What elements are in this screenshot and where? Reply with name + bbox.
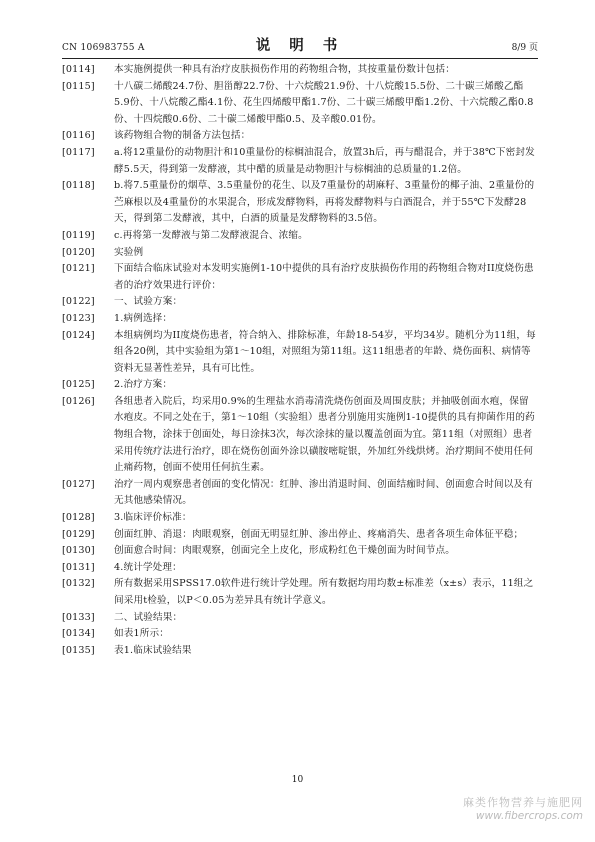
paragraph-number: [0116] [62,130,95,142]
paragraph-number: [0117] [62,146,95,158]
paragraph-text: 1.病例选择： [114,312,173,324]
paragraph [62,610,538,627]
paragraph-number: [0129] [62,528,95,540]
paragraph-text: 2.治疗方案： [114,379,173,391]
paragraph [62,62,538,79]
paragraph-number: [0134] [62,628,95,640]
paragraph-number: [0127] [62,478,95,490]
paragraph-text: 实验例 [114,246,144,258]
paragraph [62,626,538,643]
paragraph-number: [0128] [62,512,95,524]
paragraph-text: 4.统计学处理： [114,561,182,573]
page-number: 10 [291,775,304,785]
paragraph-text: 表1.临床试验结果 [114,644,192,656]
paragraph [62,128,538,145]
paragraph [62,543,538,560]
paragraph-number: [0135] [62,644,95,656]
paragraph [62,527,538,544]
document-body [62,62,538,659]
paragraph [62,510,538,527]
paragraph-text: 二、试验结果： [114,611,183,623]
paragraph [62,477,538,510]
paragraph [62,261,538,294]
paragraph [62,311,538,328]
paragraph-text: 所有数据采用SPSS17.0软件进行统计学处理。所有数据均用均数±标准差（x±s）表示，11组之间采用t检验，以P＜0.05为差异具有统计学意义。 [114,578,534,606]
paragraph [62,245,538,262]
paragraph-number: [0130] [62,545,95,557]
paragraph [62,294,538,311]
paragraph-number: [0114] [62,64,95,75]
watermark-url: www.fibercrops.com [475,810,583,822]
paragraph-number: [0120] [62,246,95,258]
paragraph [62,178,538,228]
watermark-site-name: 麻类作物营养与施肥网 [463,796,583,809]
paragraph-text: 十八碳二烯酸24.7份、胆甾醇22.7份、十六烷酸21.9份、十八烷酸15.5份、二十碳三烯酸乙酯5.9份、十八烷酸乙酯4.1份、花生四烯酸甲酯1.7份、二十碳三烯酸甲酯1.2份、十六烷酸乙酯0.8份、十四烷酸0.6份、二十碳二烯酸甲酯0.5、及辛酸0.01份。 [114,80,534,125]
paragraph [62,576,538,609]
paragraph [62,228,538,245]
paragraph-text: 各组患者入院后，均采用0.9%的生理盐水消毒清洗烧伤创面及周围皮肤；并抽吸创面水疱，保留水疱皮。不同之处在于，第1～10组（实验组）患者分别施用实施例1-10提供的具有抑菌作用的药物组合物，涂抹于创面处，每日涂抹3次，每次涂抹的量以覆盖创面为宜。第11组（对照组）患者采用传统疗法进行治疗，即在烧伤创面外涂以磺胺嘧啶银，外加红外线烘烤。治疗期间不使用任何止痛药物，创面不使用任何抗生素。 [114,395,535,474]
paragraph [62,377,538,394]
watermark [463,794,583,822]
paragraph-text: 本实施例提供一种具有治疗皮肤损伤作用的药物组合物，其按重量份数计包括： [114,64,456,75]
paragraph-number: [0126] [62,395,95,407]
paragraph-number: [0123] [62,312,95,324]
paragraph-text: 创面红肿、消退：肉眼观察，创面无明显红肿、渗出停止、疼痛消失、患者各项生命体征平稳； [114,528,524,540]
paragraph-number: [0119] [62,229,95,241]
paragraph-text: 3.临床评价标准： [114,512,192,524]
paragraph-text: 该药物组合物的制备方法包括： [114,130,251,142]
paragraph-number: [0131] [62,561,95,573]
paragraph-text: c.再将第一发酵液与第二发酵液混合、浓缩。 [114,229,308,241]
patent-number: CN 106983755 A [62,43,145,53]
paragraph [62,394,538,477]
paragraph [62,560,538,577]
paragraph-text: 治疗一周内观察患者创面的变化情况：红肿、渗出消退时间、创面结痂时间、创面愈合时间以及有无其他感染情况。 [114,478,533,507]
paragraph-text: b.将7.5重量份的烟草、3.5重量份的花生、以及7重量份的胡麻籽、3重量份的椰子油、2重量份的苎麻根以及4重量份的水果混合，形成发酵物料，再将发酵物料与白酒混合，并于55℃下发酵28天，得到第二发酵液，其中，白酒的质量是发酵物料的3.5倍。 [114,180,535,225]
paragraph-number: [0115] [62,80,95,92]
paragraph-text: 本组病例均为II度烧伤患者，符合纳入、排除标准，年龄18-54岁，平均34岁。随机分为11组，每组各20例，其中实验组为第1～10组，对照组为第11组。这11组患者的年龄、烧伤面积、病情等资料无显著性差异，具有可比性。 [114,329,536,374]
paragraph-text: a.将12重量份的动物胆汁和10重量份的棕榈油混合，放置3h后，再与醋混合，并于38℃下密封发酵5.5天，得到第一发酵液，其中醋的质量是动物胆汁与棕榈油的总质量的1.2倍。 [114,146,535,175]
paragraph-text: 下面结合临床试验对本发明实施例1-10中提供的具有治疗皮肤损伤作用的药物组合物对II度烧伤患者的治疗效果进行评价： [114,263,534,291]
paragraph-number: [0122] [62,296,95,308]
paragraph [62,145,538,178]
paragraph-number: [0124] [62,329,95,341]
paragraph-text: 创面愈合时间：肉眼观察，创面完全上皮化，形成粉红色干燥创面为时间节点。 [114,545,456,557]
paragraph-number: [0118] [62,180,95,192]
paragraph-text: 一、试验方案： [114,296,183,308]
paragraph-number: [0133] [62,611,95,623]
paragraph-number: [0132] [62,578,95,590]
paragraph-number: [0125] [62,379,95,391]
document-title: 说 明 书 [255,37,345,54]
paragraph-text: 如表1所示： [114,628,169,640]
page-header [62,30,538,59]
paragraph [62,643,538,660]
page-reference: 8/9 页 [511,43,538,53]
paragraph [62,328,538,378]
paragraph-number: [0121] [62,263,95,275]
paragraph [62,79,538,129]
